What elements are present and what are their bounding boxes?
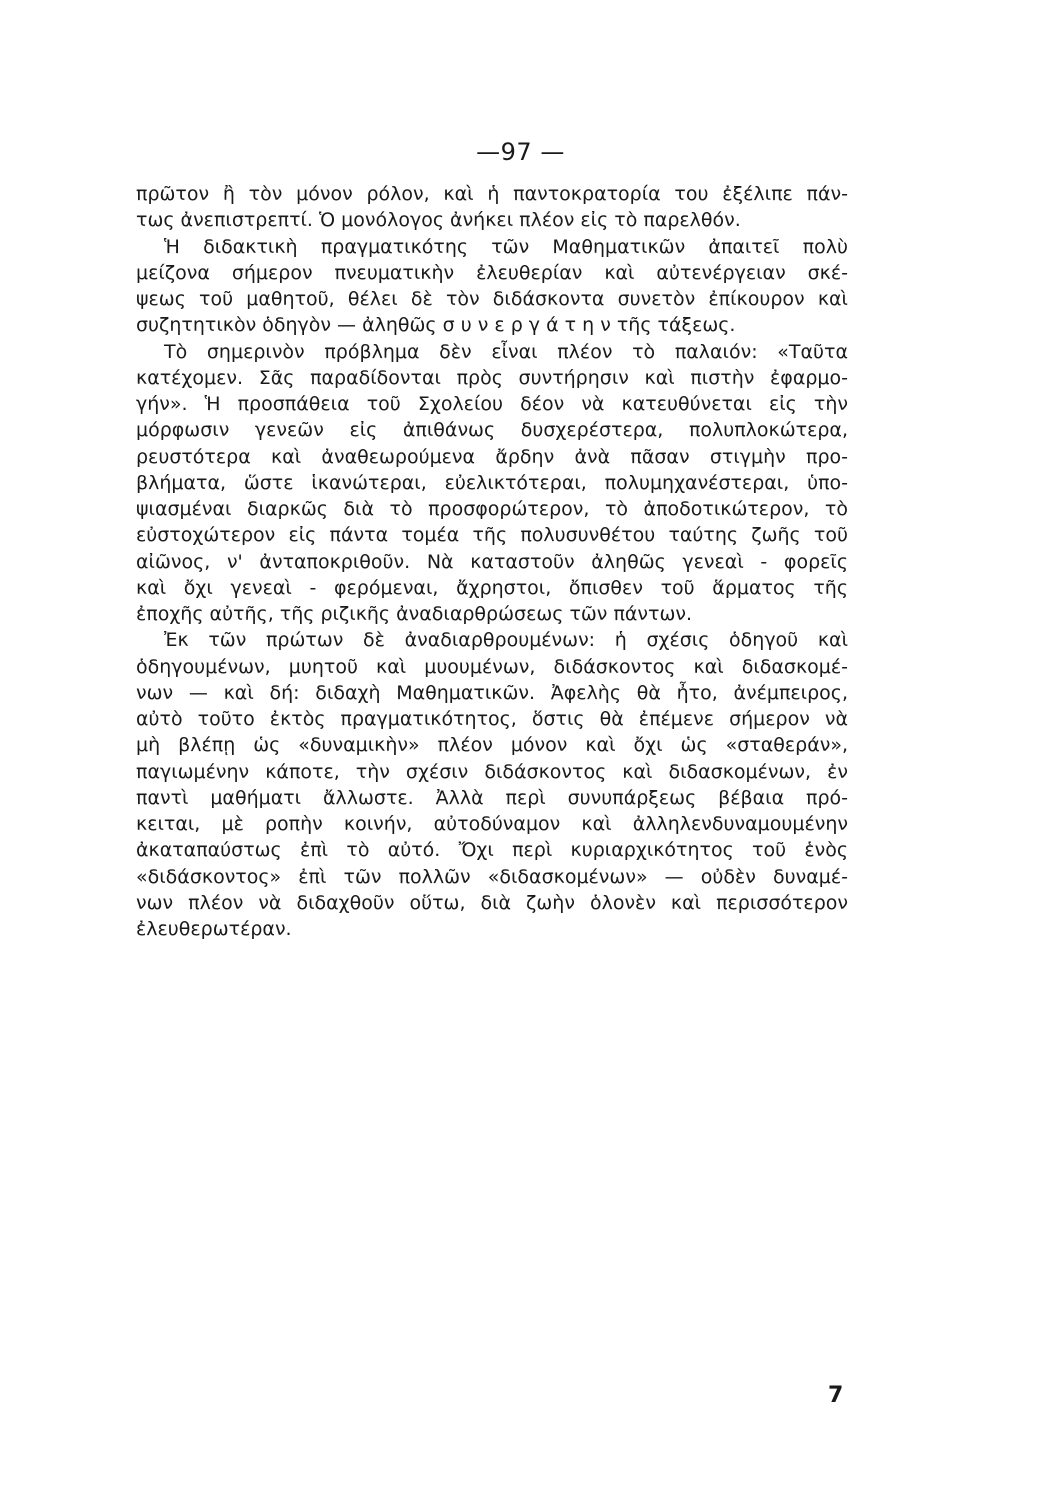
text-line: Τὸ σημερινὸν πρόβλημα δὲν εἶναι πλέον τὸ παλαιόν: «Ταῦτα [164,340,848,363]
text-line: βλήματα, ὥστε ἱκανώτεραι, εὐελικτότεραι, πολυμηχανέστεραι, ὑπο- [136,471,848,494]
text-line: νων πλέον νὰ διδαχθοῦν οὕτω, διὰ ζωὴν ὁλονὲν καὶ περισσότερον [136,891,848,914]
text-line: πρῶτον ἢ τὸν μόνον ρόλον, καὶ ἡ παντοκρατορία του ἐξέλιπε πάν- [136,183,848,205]
sheet-number: 7 [828,1383,844,1408]
text-line: αἰῶνος, ν' ἀνταποκριθοῦν. Νὰ καταστοῦν ἀληθῶς γενεαὶ - φορεῖς [136,550,848,573]
text-line: παντὶ μαθήματι ἄλλωστε. Ἀλλὰ περὶ συνυπάρξεως βέβαια πρό- [136,786,848,809]
page-number: —97 — [476,138,565,166]
text-line: Ἐκ τῶν πρώτων δὲ ἀναδιαρθρουμένων: ἡ σχέσις ὁδηγοῦ καὶ [164,629,848,652]
text-line: ἐλευθερωτέραν. [136,918,292,940]
text-line: αὐτὸ τοῦτο ἐκτὸς πραγματικότητος, ὅστις θὰ ἐπέμενε σήμερον νὰ [136,708,848,730]
text-line: ὁδηγουμένων, μυητοῦ καὶ μυουμένων, διδάσκοντος καὶ διδασκομέ- [136,655,848,678]
text-line: παγιωμένην κάποτε, τὴν σχέσιν διδάσκοντος καὶ διδασκομένων, ἐν [136,760,848,783]
text-line: «διδάσκοντος» ἐπὶ τῶν πολλῶν «διδασκομένων» — οὐδὲν δυναμέ- [136,865,848,888]
text-line: κατέχομεν. Σᾶς παραδίδονται πρὸς συντήρησιν καὶ πιστὴν ἐφαρμο- [136,366,848,389]
text-line: μόρφωσιν γενεῶν εἰς ἀπιθάνως δυσχερέστερα, πολυπλοκώτερα, [136,419,848,442]
text-line: νων — καὶ δή: διδαχὴ Μαθηματικῶν. Ἀφελὴς θὰ ἦτο, ἀνέμπειρος, [136,681,848,704]
text-line: μείζονα σήμερον πνευματικὴν ἐλευθερίαν καὶ αὐτενέργειαν σκέ- [136,261,848,284]
text-line: τως ἀνεπιστρεπτί. Ὁ μονόλογος ἀνήκει πλέον εἰς τὸ παρελθόν. [136,209,741,232]
text-line: ρευστότερα καὶ ἀναθεωρούμενα ἄρδην ἀνὰ πᾶσαν στιγμὴν προ- [136,445,848,468]
body-text [136,181,848,942]
text-line: Ἡ διδακτικὴ πραγματικότης τῶν Μαθηματικῶν ἀπαιτεῖ πολὺ [164,235,848,258]
text-line: ἐποχῆς αὐτῆς, τῆς ριζικῆς ἀναδιαρθρώσεως τῶν πάντων. [136,603,693,625]
text-line: ψεως τοῦ μαθητοῦ, θέλει δὲ τὸν διδάσκοντα συνετὸν ἐπίκουρον καὶ [136,288,848,310]
text-line: συζητητικὸν ὁδηγὸν — ἀληθῶς σ υ ν ε ρ γ ά τ η ν τῆς τάξεως. [136,314,736,337]
text-line: ἀκαταπαύστως ἐπὶ τὸ αὐτό. Ὄχι περὶ κυριαρχικότητος τοῦ ἑνὸς [136,839,848,862]
text-line: ψιασμέναι διαρκῶς διὰ τὸ προσφορώτερον, τὸ ἀποδοτικώτερον, τὸ [136,498,848,520]
text-line: εὐστοχώτερον εἰς πάντα τομέα τῆς πολυσυνθέτου ταύτης ζωῆς τοῦ [136,524,848,547]
text-line: καὶ ὄχι γενεαὶ - φερόμεναι, ἄχρηστοι, ὄπισθεν τοῦ ἅρματος τῆς [136,576,848,599]
text-line: μὴ βλέπῃ ὡς «δυναμικὴν» πλέον μόνον καὶ ὄχι ὡς «σταθεράν», [136,734,848,757]
text-line: κειται, μὲ ροπὴν κοινήν, αὐτοδύναμον καὶ ἀλληλενδυναμουμένην [136,813,848,835]
text-line: γήν». Ἡ προσπάθεια τοῦ Σχολείου δέον νὰ κατευθύνεται εἰς τὴν [136,393,848,415]
